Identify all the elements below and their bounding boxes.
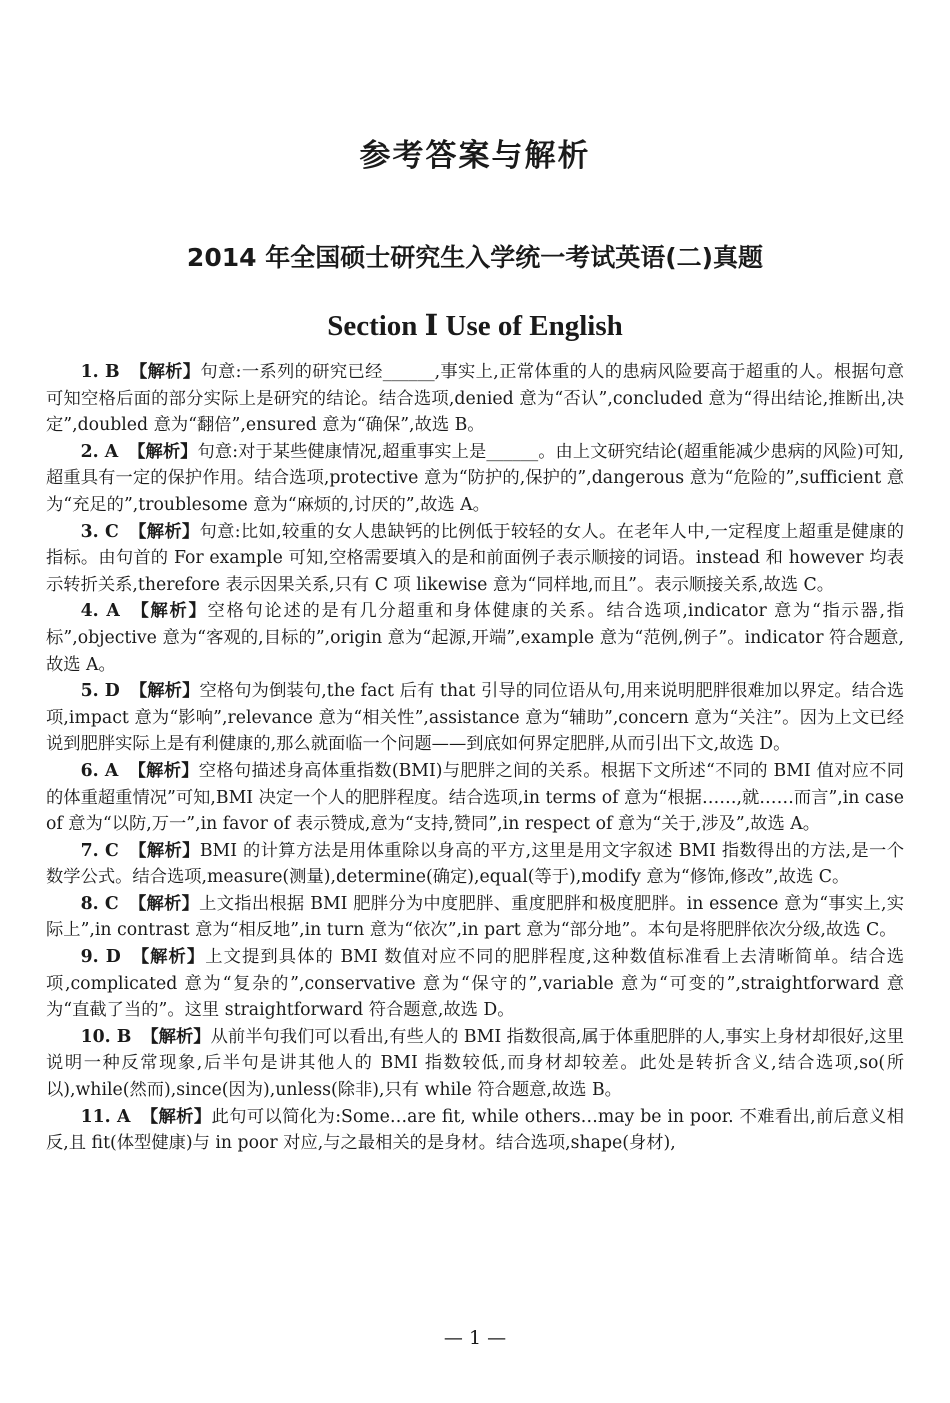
exam-title: 2014 年全国硕士研究生入学统一考试英语(二)真题 — [186, 243, 764, 272]
answer-item — [46, 678, 904, 758]
answer-number: 11. A — [80, 1106, 131, 1127]
explanation-label: 【解析】 — [128, 840, 200, 861]
explanation-text: 句意:一系列的研究已经______,事实上,正常体重的人的患病风险要高于超重的人。根据句意可知空格后面的部分实际上是研究的结论。结合选项,denied 意为“否认”,concluded 意为“得出结论,推断出,决定”,doubled 意为“翻倍”,ensured 意为“确保”,故选 B。 — [46, 362, 904, 436]
explanation-label: 【解析】 — [128, 441, 198, 462]
explanation-text: 空格句论述的是有几分超重和身体健康的关系。结合选项,indicator 意为“指示器,指标”,objective 意为“客观的,目标的”,origin 意为“起源,开端”,example 意为“范例,例子”。indicator 符合题意,故选 A。 — [46, 601, 904, 675]
answer-list — [46, 359, 904, 1157]
explanation-text: 空格句为倒装句,the fact 后有 that 引导的同位语从句,用来说明肥胖很难加以界定。结合选项,impact 意为“影响”,relevance 意为“相关性”,assistance 意为“辅助”,concern 意为“关注”。因为上文已经说到肥胖实际上是有利健康的,那么就面临一个问题——到底如何界定肥胖,从而引出下文,故选 D。 — [46, 681, 905, 755]
answer-number: 5. D — [80, 681, 120, 702]
explanation-text: BMI 的计算方法是用体重除以身高的平方,这里是用文字叙述 BMI 指数得出的方法,是一个数学公式。结合选项,measure(测量),determine(确定),equal(等于),modify 意为“修饰,修改”,故选 C。 — [46, 840, 904, 888]
answer-item — [46, 1024, 904, 1104]
answer-item — [46, 439, 904, 519]
explanation-label: 【解析】 — [129, 681, 200, 702]
answer-item — [46, 359, 904, 439]
page-number: — 1 — — [443, 1327, 507, 1349]
answer-item — [46, 891, 904, 944]
answer-number: 7. C — [80, 840, 119, 861]
explanation-label: 【解析】 — [130, 947, 206, 968]
explanation-label: 【解析】 — [140, 1106, 212, 1127]
explanation-text: 上文指出根据 BMI 肥胖分为中度肥胖、重度肥胖和极度肥胖。in essence 意为“事实上,实际上”,in contrast 意为“相反地”,in turn 意为“依次”,in part 意为“部分地”。本句是将肥胖依次分级,故选 C。 — [46, 893, 905, 941]
section-title: Section Ⅰ Use of English — [327, 310, 623, 342]
answer-item — [46, 598, 904, 678]
explanation-text: 从前半句我们可以看出,有些人的 BMI 指数很高,属于体重肥胖的人,事实上身材却很好,这里说明一种反常现象,后半句是讲其他人的 BMI 指数较低,而身材却较差。此处是转折含义,结合选项,so(所以),while(然而),since(因为),unless(除非),只有 while 符合题意,故选 B。 — [46, 1026, 904, 1101]
explanation-label: 【解析】 — [129, 601, 208, 622]
explanation-label: 【解析】 — [128, 760, 199, 781]
explanation-label: 【解析】 — [128, 893, 200, 914]
answer-number: 6. A — [80, 760, 119, 781]
answer-item — [46, 944, 904, 1024]
page-title: 参考答案与解析 — [359, 138, 591, 174]
answer-number: 1. B — [80, 362, 120, 382]
answer-item — [46, 758, 904, 838]
answer-item — [46, 838, 904, 891]
explanation-text: 此句可以简化为:Some…are fit, while others…may be in poor. 不难看出,前后意义相反,且 fit(体型健康)与 in poor 对应,与之最相关的是身材。结合选项,shape(身材), — [46, 1106, 904, 1154]
answer-number: 8. C — [80, 893, 119, 914]
explanation-text: 上文提到具体的 BMI 数值对应不同的肥胖程度,这种数值标准看上去清晰简单。结合选项,complicated 意为“复杂的”,conservative 意为“保守的”,variable 意为“可变的”,straightforward 意为“直截了当的”。这里 straightforward 符合题意,故选 D。 — [46, 947, 905, 1021]
explanation-label: 【解析】 — [141, 1026, 211, 1047]
explanation-label: 【解析】 — [129, 362, 201, 382]
explanation-label: 【解析】 — [128, 521, 200, 542]
answer-item — [46, 519, 904, 599]
answer-number: 4. A — [80, 601, 120, 622]
answer-item — [46, 1104, 904, 1157]
explanation-text: 句意:对于某些健康情况,超重事实上是______。由上文研究结论(超重能减少患病的风险)可知,超重具有一定的保护作用。结合选项,protective 意为“防护的,保护的”,dangerous 意为“危险的”,sufficient 意为“充足的”,troublesome 意为“麻烦的,讨厌的”,故选 A。 — [46, 441, 905, 515]
explanation-text: 空格句描述身高体重指数(BMI)与肥胖之间的关系。根据下文所述“不同的 BMI 值对应不同的体重超重情况”可知,BMI 决定一个人的肥胖程度。结合选项,in terms of 意为“根据……,就……而言”,in case of 意为“以防,万一”,in favor of 表示赞成,意为“支持,赞同”,in respect of 意为“关于,涉及”,故选 A。 — [46, 760, 904, 835]
answer-number: 2. A — [80, 441, 119, 462]
answer-number: 9. D — [80, 947, 121, 968]
answer-number: 3. C — [80, 521, 119, 542]
answer-number: 10. B — [80, 1026, 132, 1047]
explanation-text: 句意:比如,较重的女人患缺钙的比例低于较轻的女人。在老年人中,一定程度上超重是健康的指标。由句首的 For example 可知,空格需要填入的是和前面例子表示顺接的词语。instead 和 however 均表示转折关系,therefore 表示因果关系,只有 C 项 likewise 意为“同样地,而且”。表示顺接关系,故选 C。 — [46, 521, 904, 595]
